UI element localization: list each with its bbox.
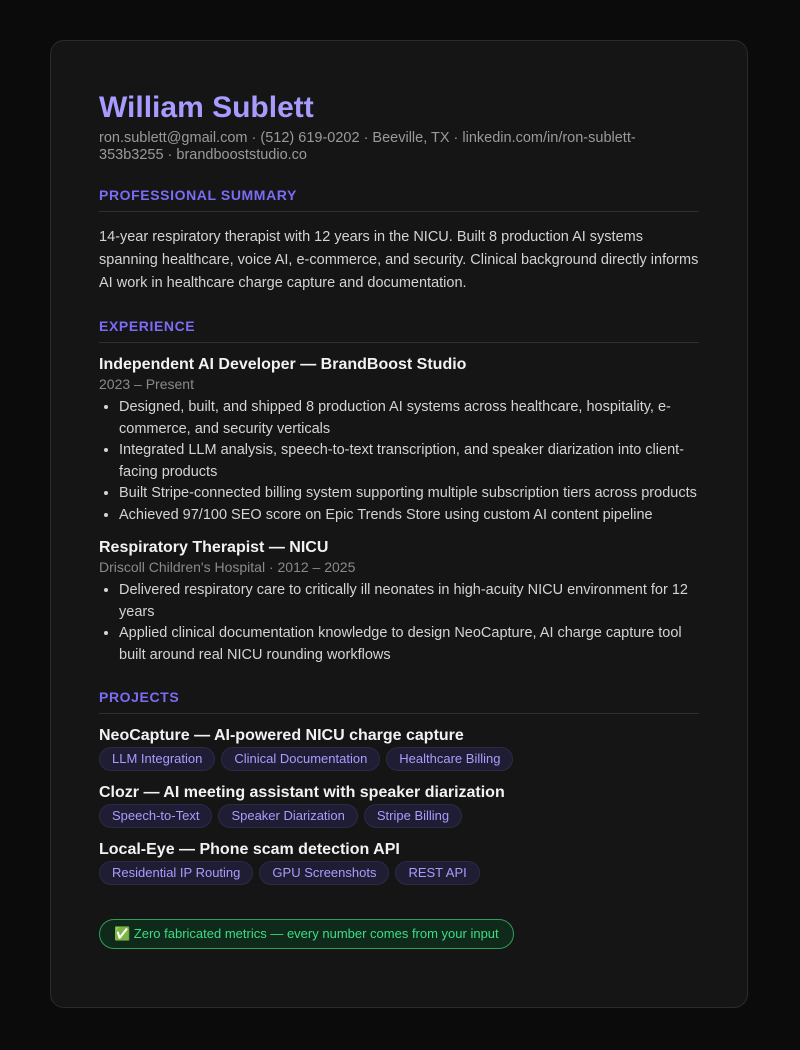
- skill-tag: Healthcare Billing: [386, 747, 513, 771]
- project-title: NeoCapture — AI-powered NICU charge capture: [99, 727, 464, 744]
- job-bullet: • Integrated LLM analysis, speech-to-text transcription, and speaker diarization into client-facing products: [119, 440, 699, 483]
- skill-tag: Speaker Diarization: [218, 804, 357, 828]
- summary-heading: PROFESSIONAL SUMMARY: [99, 186, 699, 212]
- skill-tag: REST API: [395, 861, 479, 885]
- experience-heading: EXPERIENCE: [99, 317, 699, 343]
- job-entry: [99, 538, 699, 666]
- summary-text: 14-year respiratory therapist with 12 years in the NICU. Built 8 production AI systems spanning healthcare, voice AI, e-commerce, and security. Clinical background directly informs AI work in healthcare charge capture and documentation.: [99, 229, 699, 291]
- skill-tag: Stripe Billing: [364, 804, 462, 828]
- job-bullets: [99, 397, 699, 526]
- skill-tag: Residential IP Routing: [99, 861, 253, 885]
- project-entry: [99, 840, 699, 885]
- project-title: Clozr — AI meeting assistant with speaker diarization: [99, 784, 505, 801]
- project-title: Local-Eye — Phone scam detection API: [99, 841, 400, 858]
- job-bullet: • Built Stripe-connected billing system supporting multiple subscription tiers across products: [119, 483, 699, 505]
- candidate-name: William Sublett: [99, 91, 314, 124]
- job-bullet: • Delivered respiratory care to critically ill neonates in high-acuity NICU environment for 12 years: [119, 580, 699, 623]
- project-entry: [99, 726, 699, 771]
- project-tags: [99, 747, 699, 771]
- job-title: Respiratory Therapist — NICU: [99, 539, 329, 556]
- job-bullet: • Achieved 97/100 SEO score on Epic Trends Store using custom AI content pipeline: [119, 505, 699, 527]
- resume-card: [50, 40, 748, 1008]
- job-bullet: • Designed, built, and shipped 8 production AI systems across healthcare, hospitality, e-commerce, and security verticals: [119, 397, 699, 440]
- job-title: Independent AI Developer — BrandBoost Studio: [99, 356, 467, 373]
- contact-line: ron.sublett@gmail.com · (512) 619-0202 · Beeville, TX · linkedin.com/in/ron-sublett-353b3255 · brandbooststudio.co: [99, 130, 636, 163]
- project-tags: [99, 804, 699, 828]
- skill-tag: Speech-to-Text: [99, 804, 212, 828]
- job-employer-dates: Driscoll Children's Hospital · 2012 – 2025: [99, 559, 356, 575]
- job-dates: 2023 – Present: [99, 376, 194, 392]
- skill-tag: GPU Screenshots: [259, 861, 389, 885]
- skill-tag: LLM Integration: [99, 747, 215, 771]
- project-tags: [99, 861, 699, 885]
- job-entry: [99, 355, 699, 526]
- verification-badge: ✅ Zero fabricated metrics — every number comes from your input: [99, 919, 514, 949]
- job-bullet: • Applied clinical documentation knowledge to design NeoCapture, AI charge capture tool built around real NICU rounding workflows: [119, 623, 699, 666]
- project-entry: [99, 783, 699, 828]
- projects-heading: PROJECTS: [99, 688, 699, 714]
- job-bullets: [99, 580, 699, 666]
- skill-tag: Clinical Documentation: [221, 747, 380, 771]
